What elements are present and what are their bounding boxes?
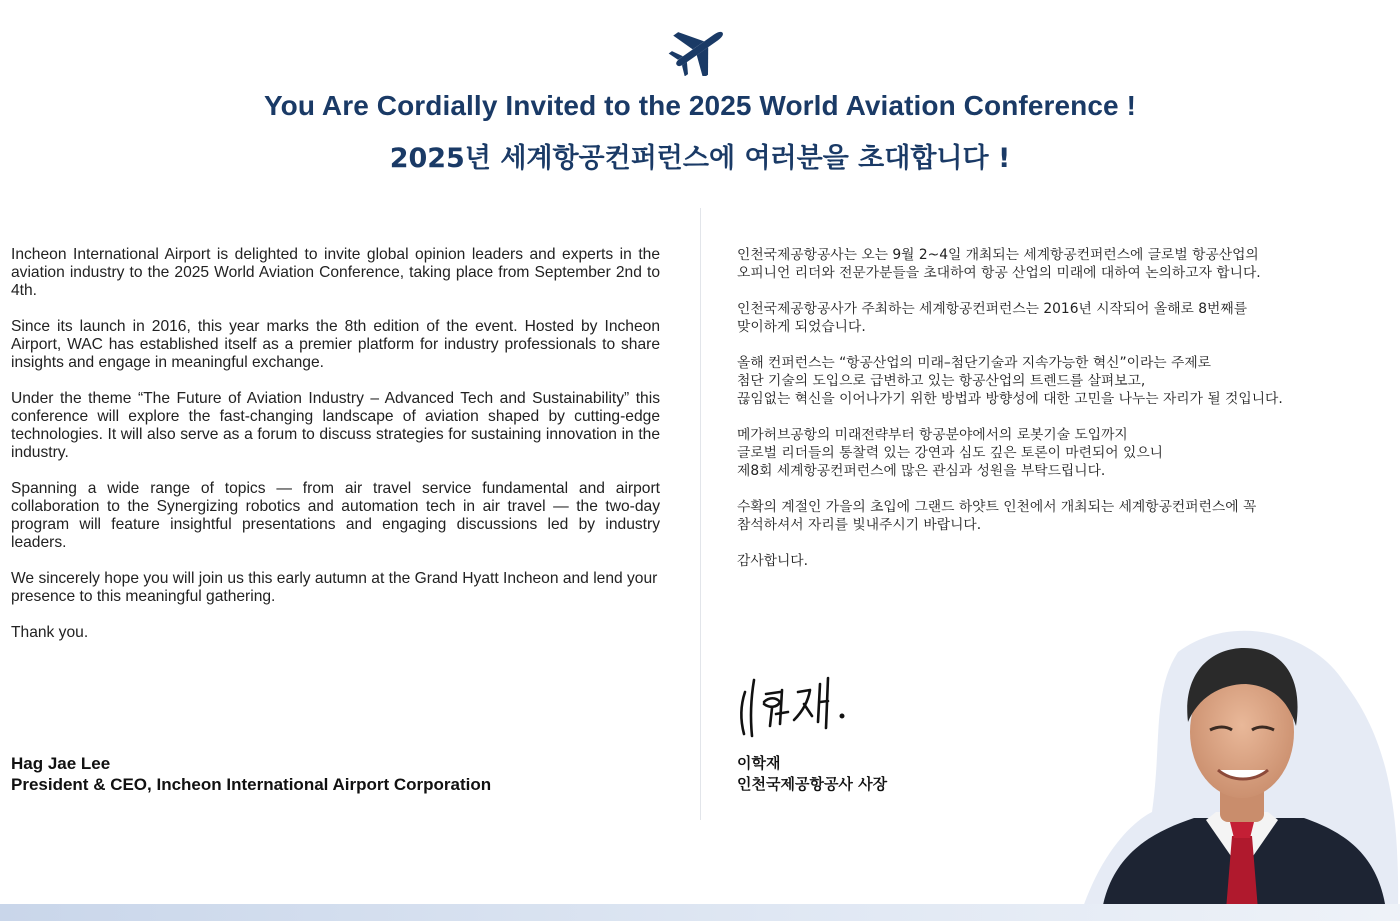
ceo-portrait xyxy=(1082,622,1400,910)
english-paragraph: We sincerely hope you will join us this early autumn at the Grand Hyatt Incheon and lend your presence to this meaningful gathering. xyxy=(11,570,658,605)
korean-paragraph: 수확의 계절인 가을의 초입에 그랜드 하얏트 인천에서 개최되는 세계항공컨퍼런스에 꼭 참석하셔서 자리를 빛내주시기 바랍니다. xyxy=(737,499,1257,533)
handwritten-signature xyxy=(736,664,860,744)
column-divider xyxy=(700,208,701,820)
bottom-decorative-band xyxy=(0,904,1400,921)
page-title-english: You Are Cordially Invited to the 2025 World Aviation Conference ! xyxy=(263,90,1137,121)
page-title-korean: 2025년 세계항공컨퍼런스에 여러분을 초대합니다 ! xyxy=(389,143,1011,174)
english-letter xyxy=(11,246,660,660)
korean-letter xyxy=(737,246,1357,588)
english-paragraph: Under the theme “The Future of Aviation Industry – Advanced Tech and Sustainability” this conference will explore the fast-changing landscape of aviation shaped by cutting-edge technologies. It will also serve as a forum to discuss strategies for sustaining innovation in the industry. xyxy=(11,390,660,461)
english-signature-block xyxy=(11,753,491,795)
signer-title: President & CEO, Incheon International Airport Corporation xyxy=(11,775,492,794)
english-closing: Thank you. xyxy=(11,624,89,641)
english-paragraph: Spanning a wide range of topics — from air travel service fundamental and airport collaboration to the Synergizing robotics and automation tech in air travel — the two-day program will feature insightful presentations and engaging discussions led by industry leaders. xyxy=(11,480,660,551)
signer-name: Hag Jae Lee xyxy=(11,754,111,773)
english-paragraph: Since its launch in 2016, this year marks the 8th edition of the event. Hosted by Incheon Airport, WAC has established itself as a premier platform for industry professionals to share insights and engage in meaningful exchange. xyxy=(11,318,660,371)
korean-paragraph: 메가허브공항의 미래전략부터 항공분야에서의 로봇기술 도입까지 글로벌 리더들의 통찰력 있는 강연과 심도 깊은 토론이 마련되어 있으니 제8회 세계항공컨퍼런스에 많은 관심과 성원을 부탁드립니다. xyxy=(737,427,1163,479)
korean-closing: 감사합니다. xyxy=(737,553,809,569)
korean-signature-block xyxy=(737,753,887,795)
signer-name-korean: 이학재 xyxy=(737,754,781,772)
korean-paragraph: 인천국제공항공사가 주최하는 세계항공컨퍼런스는 2016년 시작되어 올해로 8번째를 맞이하게 되었습니다. xyxy=(737,301,1248,335)
signer-title-korean: 인천국제공항공사 사장 xyxy=(737,775,888,793)
english-paragraph: Incheon International Airport is delighted to invite global opinion leaders and experts in the aviation industry to the 2025 World Aviation Conference, taking place from September 2nd to 4th. xyxy=(11,246,660,299)
airplane-icon xyxy=(668,24,728,76)
korean-paragraph: 올해 컨퍼런스는 “항공산업의 미래–첨단기술과 지속가능한 혁신”이라는 주제로 첨단 기술의 도입으로 급변하고 있는 항공산업의 트렌드를 살펴보고, 끊임없는 혁신을 이어나가기 위한 방법과 방향성에 대한 고민을 나누는 자리가 될 것입니다. xyxy=(737,355,1283,407)
korean-paragraph: 인천국제공항공사는 오는 9월 2~4일 개최되는 세계항공컨퍼런스에 글로벌 항공산업의 오피니언 리더와 전문가분들을 초대하여 항공 산업의 미래에 대하여 논의하고자 합니다. xyxy=(737,247,1261,281)
